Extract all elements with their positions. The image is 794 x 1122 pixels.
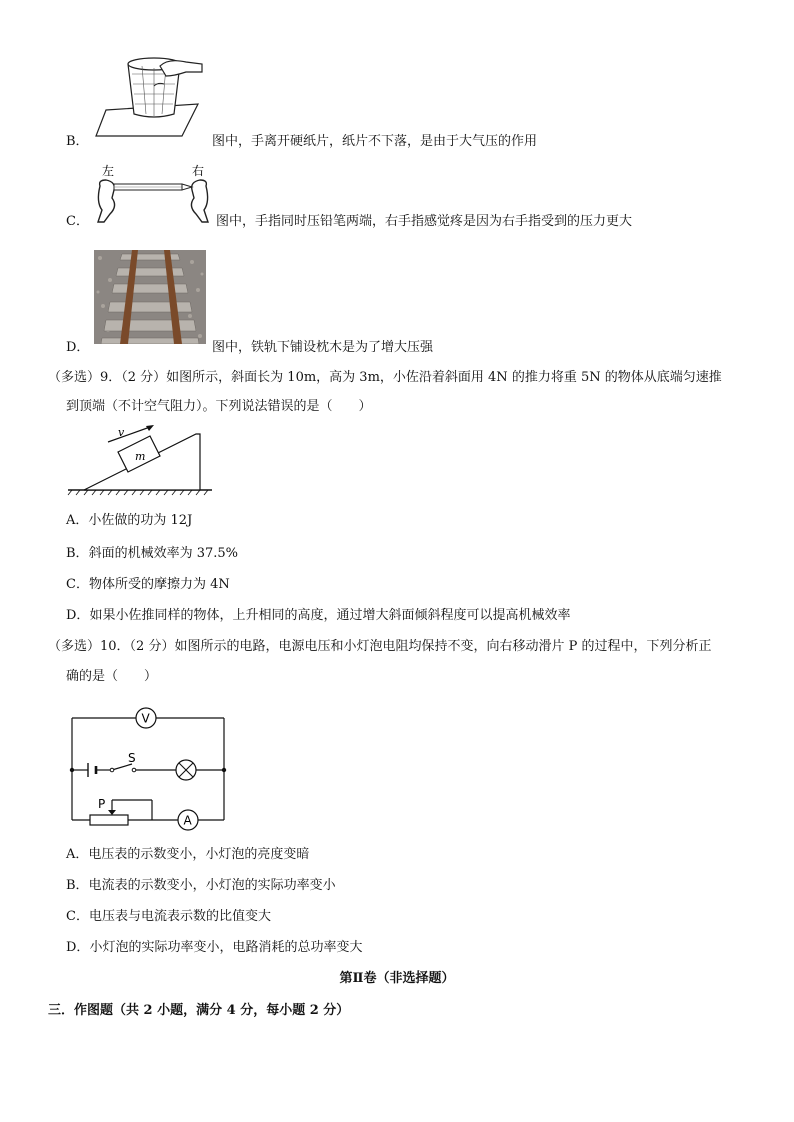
q8-option-d: D． — [66, 340, 90, 355]
q8-option-d-text: 图中，铁轨下铺设枕木是为了增大压强 — [212, 340, 434, 355]
q8-option-c: C． — [66, 214, 89, 229]
figure-railway-photo — [94, 250, 206, 344]
q9-option-d: D．如果小佐推同样的物体，上升相同的高度，通过增大斜面倾斜程度可以提高机械效率 — [66, 608, 571, 623]
q9-stem-line2: 到顶端（不计空气阻力）。下列说法错误的是（ ） — [66, 399, 372, 414]
q9-option-b: B．斜面的机械效率为 37.5% — [66, 546, 238, 561]
switch-label: S — [128, 751, 136, 765]
q8-option-b-text: 图中，手离开硬纸片，纸片不下落，是由于大气压的作用 — [212, 134, 538, 149]
mass-label: m — [135, 450, 146, 463]
figure-circuit — [66, 704, 232, 834]
voltmeter-label: V — [141, 711, 150, 726]
q9-option-c: C．物体所受的摩擦力为 4N — [66, 577, 230, 592]
q8-option-c-text: 图中，手指同时压铅笔两端，右手指感觉疼是因为右手指受到的压力更大 — [216, 214, 633, 229]
q9-stem-line1: （多选）9．（2 分）如图所示，斜面长为 10m，高为 3m，小佐沿着斜面用 4N 的推力将重 5N 的物体从底端匀速推 — [48, 370, 722, 385]
q10-option-d: D．小灯泡的实际功率变小，电路消耗的总功率变大 — [66, 940, 363, 955]
q10-option-a: A．电压表的示数变小，小灯泡的亮度变暗 — [66, 847, 310, 862]
slider-label: P — [98, 797, 106, 811]
option-letter: B． — [66, 134, 89, 149]
q10-option-c: C．电压表与电流表示数的比值变大 — [66, 909, 271, 924]
ammeter-label: A — [183, 813, 192, 828]
q8-option-b — [66, 133, 89, 151]
q10-stem-line2: 确的是（ ） — [66, 669, 158, 684]
q10-option-b: B．电流表的示数变小，小灯泡的实际功率变小 — [66, 878, 336, 893]
velocity-label: v — [118, 426, 125, 439]
part2-title: 第Ⅱ卷（非选择题） — [339, 971, 455, 986]
figure-incline — [66, 424, 214, 496]
figure-pencil-fingers — [94, 162, 212, 228]
q9-option-a: A．小佐做的功为 12J — [66, 513, 193, 528]
label-right: 右 — [192, 164, 205, 178]
figure-cup-paper — [94, 52, 206, 140]
section3-title: 三．作图题（共 2 小题，满分 4 分，每小题 2 分） — [48, 1003, 350, 1018]
label-left: 左 — [102, 164, 115, 178]
q10-stem-line1: （多选）10．（2 分）如图所示的电路，电源电压和小灯泡电阻均保持不变，向右移动滑片 P 的过程中，下列分析正 — [48, 639, 712, 654]
